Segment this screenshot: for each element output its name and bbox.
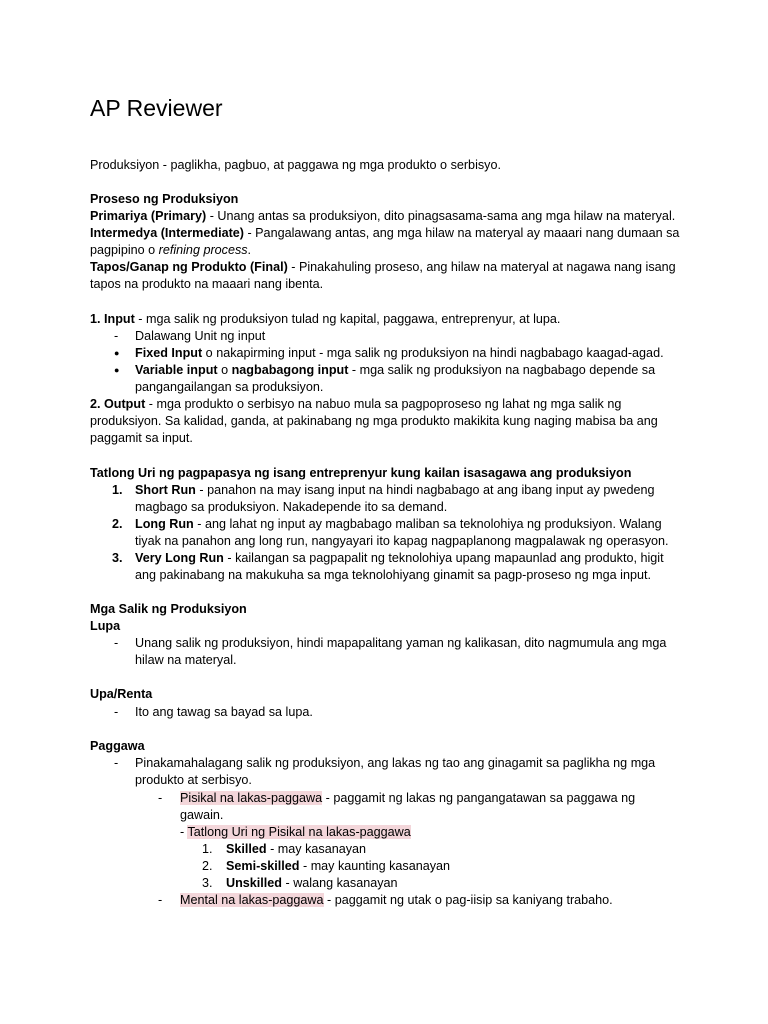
fixed-or: o xyxy=(202,346,217,360)
paggawa-item xyxy=(114,755,656,772)
dash-glyph: - xyxy=(158,893,163,907)
primary-term: Primariya (Primary) xyxy=(90,209,207,223)
input-term: 1. Input xyxy=(90,312,135,326)
pisikal-term: Pisikal na lakas-paggawa xyxy=(180,791,323,805)
unskilled-term: Unskilled xyxy=(226,876,282,890)
skilled-term: Skilled xyxy=(226,842,267,856)
long-run-text: - ang lahat ng input ay magbabago maliban sa teknolohiya ng produksiyon. Walang xyxy=(193,517,662,531)
primary-line xyxy=(90,208,675,225)
proseso-heading: Proseso ng Produksiyon xyxy=(90,192,239,206)
list-item xyxy=(202,841,367,858)
short-run-text-2: magbago sa produksiyon. Nakadepende ito sa demand. xyxy=(135,500,448,514)
nagbabagong-input-term: nagbabagong input xyxy=(231,363,349,377)
long-run-text-2: tiyak na panahon ang long run, nangyayari ito kapag nagpaplanong magpalawak ng operasyon. xyxy=(135,534,669,548)
list-number: 2. xyxy=(112,517,123,531)
dash-glyph: - xyxy=(158,791,163,805)
dash-glyph: - xyxy=(114,705,119,719)
list-number: 3. xyxy=(202,876,213,890)
upa-text: Ito ang tawag sa bayad sa lupa. xyxy=(135,705,313,719)
list-item xyxy=(112,516,662,533)
very-long-run-text: - kailangan sa pagpapalit ng teknolohiya upang mapaunlad ang produkto, higit xyxy=(223,551,664,565)
primary-text: - Unang antas sa produksiyon, dito pinagsasama-sama ang mga hilaw na materyal. xyxy=(206,209,676,223)
input-units-text: Dalawang Unit ng input xyxy=(135,329,266,343)
list-number: 3. xyxy=(112,551,123,565)
fixed-input-text: nakapirming input - mga salik ng produksiyon na hindi nagbabago kaagad-agad. xyxy=(216,346,664,360)
final-text: - Pinakahuling proseso, ang hilaw na materyal at nagawa nang isang xyxy=(287,260,676,274)
output-line-3: paggamit sa input. xyxy=(90,431,193,445)
pisikal-text: - paggamit ng lakas ng pangangatawan sa paggawa ng xyxy=(322,791,636,805)
long-run-term: Long Run xyxy=(135,517,194,531)
bullet-glyph: ● xyxy=(114,348,120,358)
dash-prefix: - xyxy=(180,825,188,839)
semi-skilled-term: Semi-skilled xyxy=(226,859,300,873)
lupa-text-2: hilaw na materyal. xyxy=(135,653,237,667)
input-line xyxy=(90,311,560,328)
list-item xyxy=(202,875,398,892)
short-run-term: Short Run xyxy=(135,483,196,497)
page-title: AP Reviewer xyxy=(90,95,223,121)
fixed-input-item xyxy=(114,345,664,362)
input-dash-item xyxy=(114,328,266,345)
intermediate-end: . xyxy=(247,243,252,257)
intermediate-term: Intermedya (Intermediate) xyxy=(90,226,244,240)
variable-input-item xyxy=(114,362,656,379)
variable-input-text: - mga salik ng produksiyon na nagbabago depende sa xyxy=(348,363,656,377)
tatlong-uri-pisikal-text: Tatlong Uri ng Pisikal na lakas-paggawa xyxy=(187,825,411,839)
output-term: 2. Output xyxy=(90,397,146,411)
unskilled-text: - walang kasanayan xyxy=(282,876,398,890)
mental-item xyxy=(158,892,613,909)
list-number: 1. xyxy=(202,842,213,856)
short-run-text: - panahon na may isang input na hindi nagbabago at ang ibang input ay pwedeng xyxy=(195,483,655,497)
bullet-glyph: ● xyxy=(114,365,120,375)
intermediate-text: - Pangalawang antas, ang mga hilaw na materyal ay maaari nang dumaan sa xyxy=(243,226,680,240)
very-long-run-text-2: ang pakinabang na makukuha sa mga teknolohiyang ginamit sa pagp-proseso ng mga input. xyxy=(135,568,651,582)
output-line xyxy=(90,396,621,413)
upa-heading: Upa/Renta xyxy=(90,687,153,701)
lupa-item xyxy=(114,635,667,652)
dash-glyph: - xyxy=(114,636,119,650)
paggawa-heading: Paggawa xyxy=(90,739,145,753)
variable-input-term: Variable input xyxy=(135,363,218,377)
pisikal-text-2: gawain. xyxy=(180,808,224,822)
fixed-input-term: Fixed Input xyxy=(135,346,203,360)
list-number: 1. xyxy=(112,483,123,497)
dash-glyph: - xyxy=(114,329,119,343)
mental-term: Mental na lakas-paggawa xyxy=(180,893,324,907)
refining-process-italic: refining process xyxy=(158,243,248,257)
tatlong-uri-heading: Tatlong Uri ng pagpapasya ng isang entreprenyur kung kailan isasagawa ang produksiyon xyxy=(90,466,632,480)
upa-item xyxy=(114,704,313,721)
input-text: - mga salik ng produksiyon tulad ng kapital, paggawa, entreprenyur, at lupa. xyxy=(134,312,561,326)
lupa-text: Unang salik ng produksiyon, hindi mapapalitang yaman ng kalikasan, dito nagmumula ang mga xyxy=(135,636,667,650)
mental-text: - paggamit ng utak o pag-iisip sa kaniyang trabaho. xyxy=(323,893,613,907)
intro-text: Produksiyon - paglikha, pagbuo, at paggawa ng mga produkto o serbisyo. xyxy=(90,158,501,172)
output-line-2: produksiyon. Sa kalidad, ganda, at pakinabang ng mga produkto makikita kung naging mabisa ba ang xyxy=(90,414,658,428)
final-line xyxy=(90,259,676,276)
output-text: - mga produkto o serbisyo na nabuo mula sa pagpoproseso ng lahat ng mga salik ng xyxy=(145,397,622,411)
list-item xyxy=(202,858,451,875)
intermediate-text-2: pagpipino o xyxy=(90,243,159,257)
list-item xyxy=(112,550,664,567)
pisikal-item xyxy=(158,790,636,807)
very-long-run-term: Very Long Run xyxy=(135,551,224,565)
final-term: Tapos/Ganap ng Produkto (Final) xyxy=(90,260,288,274)
variable-input-text-2: pangangailangan sa produksiyon. xyxy=(135,380,324,394)
semi-skilled-text: - may kaunting kasanayan xyxy=(299,859,451,873)
variable-or: o xyxy=(217,363,232,377)
dash-glyph: - xyxy=(114,756,119,770)
list-number: 2. xyxy=(202,859,213,873)
lupa-heading: Lupa xyxy=(90,619,121,633)
salik-heading: Mga Salik ng Produksiyon xyxy=(90,602,247,616)
final-line-2: tapos na produkto na maaari nang ibenta. xyxy=(90,277,324,291)
intermediate-line xyxy=(90,225,679,242)
intermediate-line-2 xyxy=(90,242,251,259)
paggawa-text-2: produkto at serbisyo. xyxy=(135,773,252,787)
skilled-text: - may kasanayan xyxy=(266,842,367,856)
tatlong-uri-pisikal xyxy=(180,824,411,841)
paggawa-text: Pinakamahalagang salik ng produksiyon, ang lakas ng tao ang ginagamit sa paglikha ng mga xyxy=(135,756,656,770)
list-item xyxy=(112,482,655,499)
